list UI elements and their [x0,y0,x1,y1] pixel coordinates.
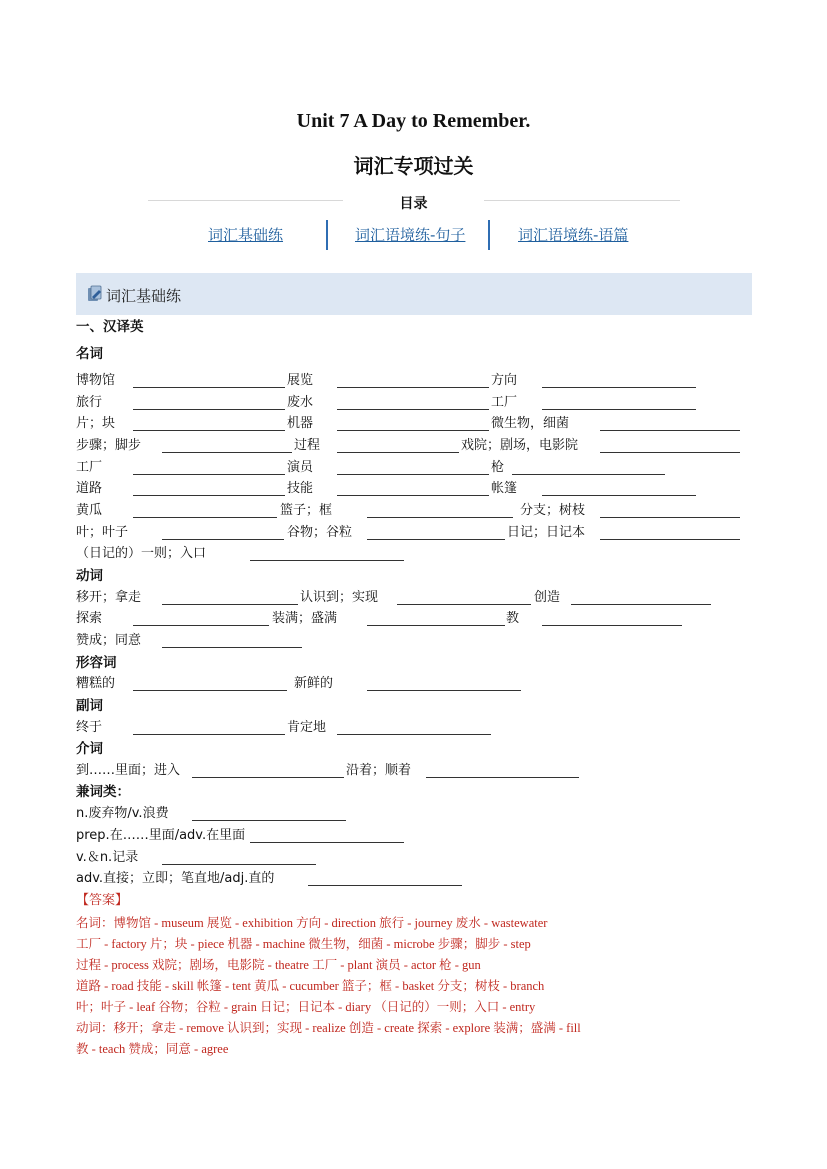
vocab-prompt: 废水 [287,395,314,410]
answer-blank[interactable] [367,690,521,691]
answer-blank[interactable] [162,604,298,605]
answer-blank[interactable] [133,430,285,431]
vocab-prompt: 工厂 [491,395,518,410]
answer-line: 工厂 - factory 片；块 - piece 机器 - machine 微生物，细菌 - microbe 步骤；脚步 - step [76,937,531,951]
vocab-prompt: 技能 [287,481,314,496]
answer-blank[interactable] [133,690,287,691]
multi-heading: 兼词类： [76,784,130,800]
vocab-prompt: 博物馆 [76,373,116,388]
vocab-prompt: 帐篷 [491,481,518,496]
vocab-prompt: 分支；树枝 [520,503,586,518]
vocab-prompt: 微生物，细菌 [491,416,570,431]
answer-blank[interactable] [542,625,682,626]
pencil-icon [86,285,104,303]
vocab-prompt: 演员 [287,460,314,475]
answer-blank[interactable] [192,777,344,778]
answer-blank[interactable] [337,409,489,410]
answer-blank[interactable] [337,430,489,431]
answer-line: 过程 - process 戏院；剧场，电影院 - theatre 工厂 - plant 演员 - actor 枪 - gun [76,958,481,972]
answer-line: 叶；叶子 - leaf 谷物；谷粒 - grain 日记；日记本 - diary （日记的）一则；入口 - entry [76,1000,536,1014]
vocab-prompt: 展览 [287,373,314,388]
answer-blank[interactable] [133,495,285,496]
answer-blank[interactable] [600,517,740,518]
document-subtitle: 词汇专项过关 [353,154,474,178]
adjectives-heading: 形容词 [76,655,117,671]
answer-blank[interactable] [542,387,696,388]
vocab-prompt: 日记；日记本 [507,525,586,540]
section-title: 词汇基础练 [106,287,182,305]
answer-blank[interactable] [337,734,491,735]
vocab-prompt: adv.直接；立即；笔直地/adj.直的 [76,871,275,886]
vocab-prompt: 沿着；顺着 [346,763,412,778]
toc-separator [326,220,328,250]
section-header [76,273,752,315]
vocab-prompt: 旅行 [76,395,103,410]
answer-blank[interactable] [512,474,665,475]
vocab-prompt: prep.在……里面/adv.在里面 [76,828,246,843]
answer-blank[interactable] [337,387,489,388]
answer-blank[interactable] [162,452,292,453]
adverbs-heading: 副词 [76,698,103,714]
answer-blank[interactable] [162,647,302,648]
vocab-prompt: 枪 [491,460,505,475]
answer-blank[interactable] [337,495,489,496]
answer-blank[interactable] [133,734,285,735]
nouns-heading: 名词 [76,346,103,362]
vocab-prompt: 认识到；实现 [300,590,379,605]
answer-blank[interactable] [367,517,513,518]
vocab-prompt: 工厂 [76,460,103,475]
vocab-prompt: 教 [506,611,520,626]
toc-link-passage[interactable]: 词汇语境练-语篇 [518,226,629,244]
vocab-prompt: 到……里面；进入 [76,763,181,778]
vocab-prompt: 赞成；同意 [76,633,142,648]
vocab-prompt: 肯定地 [287,720,327,735]
answer-blank[interactable] [397,604,531,605]
prepositions-heading: 介词 [76,741,103,757]
answer-blank[interactable] [133,625,269,626]
vocab-prompt: 新鲜的 [294,676,334,691]
vocab-prompt: 装满；盛满 [272,611,338,626]
answer-label: 【答案】 [76,893,129,908]
part-heading: 一、汉译英 [76,319,144,335]
vocab-prompt: 片；块 [76,416,116,431]
answer-blank[interactable] [367,539,505,540]
answer-blank[interactable] [571,604,711,605]
answer-line: 动词：移开；拿走 - remove 认识到；实现 - realize 创造 - create 探索 - explore 装满；盛满 - fill [76,1021,581,1035]
answer-blank[interactable] [367,625,505,626]
toc-link-sentence[interactable]: 词汇语境练-句子 [355,226,466,244]
vocab-prompt: 机器 [287,416,314,431]
vocab-prompt: 篮子；框 [280,503,333,518]
vocab-prompt: 终于 [76,720,103,735]
toc-title: 目录 [399,196,428,212]
answer-blank[interactable] [337,452,459,453]
vocab-prompt: 移开；拿走 [76,590,142,605]
vocab-prompt: 道路 [76,481,103,496]
answer-blank[interactable] [162,539,284,540]
vocab-prompt: v.＆n.记录 [76,850,139,865]
toc-divider-right [484,200,680,201]
answer-line: 名词：博物馆 - museum 展览 - exhibition 方向 - direction 旅行 - journey 废水 - wastewater [76,916,548,930]
vocab-prompt: 方向 [491,373,518,388]
answer-blank[interactable] [600,539,740,540]
vocab-prompt: 步骤；脚步 [76,438,142,453]
answer-blank[interactable] [600,430,740,431]
answer-blank[interactable] [133,409,285,410]
toc-separator [488,220,490,250]
answer-line: 教 - teach 赞成；同意 - agree [76,1042,229,1056]
answer-blank[interactable] [133,517,277,518]
answer-blank[interactable] [308,885,462,886]
answer-blank[interactable] [192,820,346,821]
answer-blank[interactable] [542,495,696,496]
answer-blank[interactable] [250,842,404,843]
answer-blank[interactable] [133,474,285,475]
vocab-prompt: 创造 [534,590,561,605]
answer-blank[interactable] [600,452,740,453]
vocab-prompt: 谷物；谷粒 [287,525,353,540]
answer-blank[interactable] [250,560,404,561]
answer-blank[interactable] [162,864,316,865]
answer-blank[interactable] [337,474,489,475]
vocab-prompt: 探索 [76,611,103,626]
vocab-prompt: 黄瓜 [76,503,103,518]
verbs-heading: 动词 [76,568,103,584]
vocab-prompt: 叶；叶子 [76,525,129,540]
vocab-prompt: 过程 [294,438,321,453]
answer-blank[interactable] [542,409,696,410]
toc-link-basic[interactable]: 词汇基础练 [208,226,284,244]
vocab-prompt: n.废弃物/v.浪费 [76,806,169,821]
answer-blank[interactable] [133,387,285,388]
vocab-prompt: 戏院；剧场，电影院 [461,438,579,453]
vocab-prompt: 糟糕的 [76,676,116,691]
answer-line: 道路 - road 技能 - skill 帐篷 - tent 黄瓜 - cucumber 篮子；框 - basket 分支；树枝 - branch [76,979,545,993]
document-title: Unit 7 A Day to Remember. [296,110,531,132]
vocab-prompt: （日记的）一则；入口 [76,546,207,561]
answer-blank[interactable] [426,777,579,778]
